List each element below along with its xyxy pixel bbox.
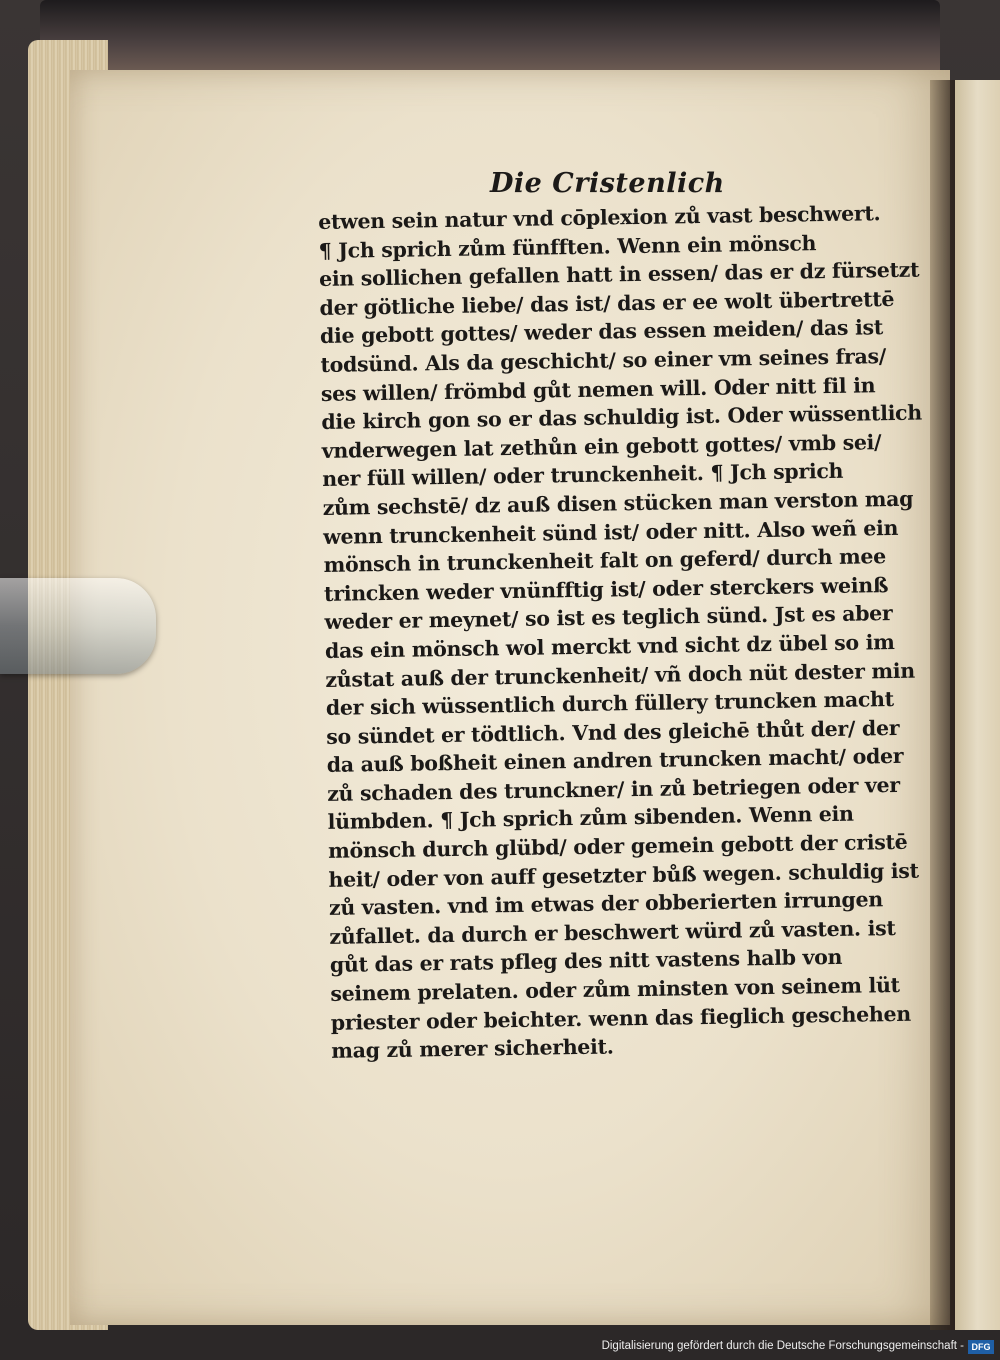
- text-line: priester oder beichter. wenn das fieglich geschehen: [330, 1001, 912, 1035]
- digitization-credit: Digitalisierung gefördert durch die Deutsche Forschungsgemeinschaft -: [601, 1340, 964, 1352]
- text-line: mönsch durch glübd/ oder gemein gebott der cristē: [327, 829, 908, 863]
- text-line: mönsch in trunckenheit falt on geferd/ durch mee: [323, 544, 887, 578]
- text-line: gůt das er rats pfleg des nitt vastens halb von: [329, 945, 843, 978]
- text-line: die kirch gon so er das schuldig ist. Oder wüssentlich: [321, 400, 923, 435]
- text-line: da auß boßheit einen andren truncken macht/ oder: [326, 744, 904, 778]
- text-line: der sich wüssentlich durch füllery truncken macht: [325, 687, 895, 721]
- text-line: wenn trunckenheit sünd ist/ oder nitt. Also weñ ein: [322, 515, 899, 549]
- text-line: ses willen/ frömbd gůt nemen will. Oder nitt fil in: [320, 372, 876, 406]
- running-header: Die Cristenlich: [490, 168, 725, 199]
- text-line: seinem prelaten. oder zům minsten von seinem lüt: [330, 972, 900, 1006]
- text-line: zům sechstē/ dz auß disen stücken man verston mag: [322, 486, 914, 520]
- facing-page-edge: [955, 80, 1000, 1330]
- text-line: etwen sein natur vnd cōplexion zů vast beschwert.: [318, 201, 881, 234]
- text-line: ¶ Jch sprich zům fünfften. Wenn ein mönsch: [318, 230, 817, 263]
- text-line: das ein mönsch wol merckt vnd sicht dz übel so im: [324, 629, 895, 663]
- text-line: todsünd. Als da geschicht/ so einer vm seines fras/: [320, 344, 887, 377]
- text-line: so sündet er tödtlich. Vnd des gleichē thůt der/ der: [326, 715, 900, 749]
- text-line: trincken weder vnünfftig ist/ oder sterckers weinß: [323, 572, 889, 606]
- text-line: heit/ oder von auff gesetzter bůß wegen. schuldig ist: [328, 858, 919, 892]
- text-line: zů vasten. vnd im etwas der obberierten irrungen: [328, 887, 884, 921]
- text-line: zů schaden des trunckner/ in zů betriegen oder ver: [327, 772, 900, 806]
- dfg-logo: DFG: [968, 1340, 994, 1354]
- body-text: [318, 199, 923, 1066]
- text-line: lümbden. ¶ Jch sprich zům sibenden. Wenn ein: [327, 802, 854, 835]
- text-line: mag zů merer sicherheit.: [331, 1034, 614, 1064]
- text-line: ein sollichen gefallen hatt in essen/ das er dz fürsetzt: [318, 257, 920, 292]
- glass-page-holder: [0, 578, 156, 674]
- text-line: die gebott gottes/ weder das essen meiden/ das ist: [319, 315, 884, 349]
- text-line: vnderwegen lat zethůn ein gebott gottes/ vmb sei/: [321, 429, 882, 463]
- book-cover-top: [40, 0, 940, 70]
- text-line: ner füll willen/ oder trunckenheit. ¶ Jch sprich: [322, 459, 844, 492]
- text-line: zůfallet. da durch er beschwert würd zů vasten. ist: [329, 915, 896, 949]
- text-line: zůstat auß der trunckenheit/ vñ doch nüt dester min: [325, 658, 916, 692]
- text-line: der götliche liebe/ das ist/ das er ee wolt übertrettē: [319, 286, 895, 320]
- text-line: weder er meynet/ so ist es teglich sünd. Jst es aber: [324, 601, 893, 635]
